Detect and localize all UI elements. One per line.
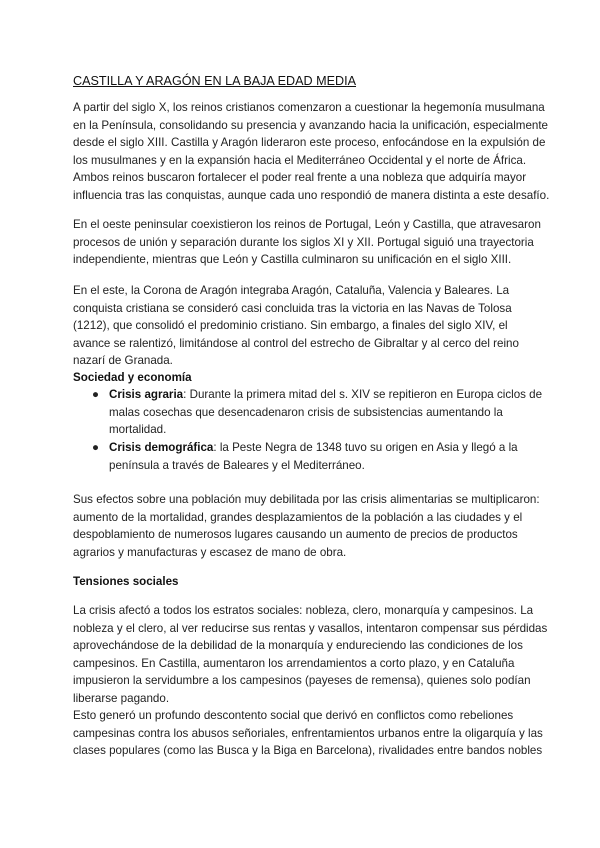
paragraph-east xyxy=(73,282,519,370)
text-line: nazarí de Granada. xyxy=(73,354,173,367)
text-line: En el este, la Corona de Aragón integraba Aragón, Cataluña, Valencia y Baleares. La xyxy=(73,284,510,297)
text-line: En el oeste peninsular coexistieron los reinos de Portugal, León y Castilla, que atravesaron xyxy=(73,218,541,231)
text-line: : la Peste Negra de 1348 tuvo su origen en Asia y llegó a la xyxy=(213,441,518,454)
text-line: malas cosechas que desencadenaron crisis de subsistencias aumentando la xyxy=(109,405,503,419)
text-line: procesos de unión y separación durante los siglos XI y XII. Portugal siguió una trayectoria xyxy=(73,235,534,249)
text-line: agrarios y manufacturas y escasez de mano de obra. xyxy=(73,545,347,559)
text-line: península a través de Baleares y el Mediterráneo. xyxy=(109,458,365,472)
bullet-icon: ● xyxy=(92,441,100,454)
list-item xyxy=(92,439,518,474)
paragraph-crisis xyxy=(73,602,547,760)
text-line: mortalidad. xyxy=(109,423,167,436)
text-line: independiente, mientras que León y Castilla culminaron su unificación en el siglo XIII. xyxy=(73,253,512,266)
text-line: clases populares (como las Busca y la Biga en Barcelona), rivalidades entre bandos nobles xyxy=(73,744,543,757)
text-line: los musulmanes y en la expansión hacia el Mediterráneo Occidental y el norte de África. xyxy=(73,153,527,167)
text-line: en la Península, consolidando su presencia y avanzando hacia la unificación, especialmente xyxy=(73,118,549,132)
text-line: nobleza y el clero, al ver reducirse sus rentas y vasallos, intentaron compensar sus pérdidas xyxy=(73,621,548,635)
text-line: liberarse pagando. xyxy=(73,691,170,705)
text-line: influencia tras las conquistas, aunque cada uno respondió de manera distinta a este desafío. xyxy=(73,188,550,202)
text-line: (1212), que consolidó el predominio cristiano. Sin embargo, a finales del siglo XIV, el xyxy=(73,319,508,332)
section-heading-sociedad: Sociedad y economía xyxy=(73,371,192,384)
list-item xyxy=(92,386,542,439)
text-line: aprovechándose de la debilidad de la monarquía y endureciendo las condiciones de los xyxy=(73,639,523,652)
text-line: desde el siglo XIII. Castilla y Aragón lideraron este proceso, enfocándose en la expulsión de xyxy=(73,136,546,149)
text-line: campesinos. En Castilla, aumentaron los arrendamientos a corto plazo, y en Cataluña xyxy=(73,656,515,670)
text-line: aumento de la mortalidad, grandes desplazamientos de la población a las ciudades y el xyxy=(73,510,523,524)
section-heading-tensiones: Tensiones sociales xyxy=(73,575,179,588)
text-line: despoblamiento de numerosos lugares causando un aumento de precios de productos xyxy=(73,528,518,541)
text-line: Esto generó un profundo descontento social que derivó en conflictos como rebeliones xyxy=(73,709,514,722)
text-line: impusieron la servidumbre a los campesinos (payeses de remensa), quienes solo podían xyxy=(73,674,531,687)
text-line: La crisis afectó a todos los estratos sociales: nobleza, clero, monarquía y campesinos. La xyxy=(73,604,534,617)
bullet-term: Crisis agraria xyxy=(109,388,184,401)
bullet-term: Crisis demográfica xyxy=(109,441,214,454)
paragraph-intro xyxy=(73,99,549,204)
text-line: conquista cristiana se consideró casi concluida tras la victoria en las Navas de Tolosa xyxy=(73,301,512,315)
text-line: campesinas contra los abusos señoriales, enfrentamientos urbanos entre la oligarquía y las xyxy=(73,726,543,740)
paragraph-west xyxy=(73,216,541,269)
text-line: A partir del siglo X, los reinos cristianos comenzaron a cuestionar la hegemonía musulmana xyxy=(73,101,545,114)
paragraph-effects xyxy=(73,491,540,561)
text-line: avance se ralentizó, limitándose al control del estrecho de Gibraltar y al cerco del reino xyxy=(73,336,519,350)
document-title: CASTILLA Y ARAGÓN EN LA BAJA EDAD MEDIA xyxy=(73,74,357,88)
text-line: Sus efectos sobre una población muy debilitada por las crisis alimentarias se multiplicaron: xyxy=(73,493,540,506)
text-line: : Durante la primera mitad del s. XIV se repitieron en Europa ciclos de xyxy=(183,388,543,401)
bullet-icon: ● xyxy=(92,388,100,401)
text-line: Ambos reinos buscaron fortalecer el poder real frente a una nobleza que adquiría mayor xyxy=(73,171,527,184)
